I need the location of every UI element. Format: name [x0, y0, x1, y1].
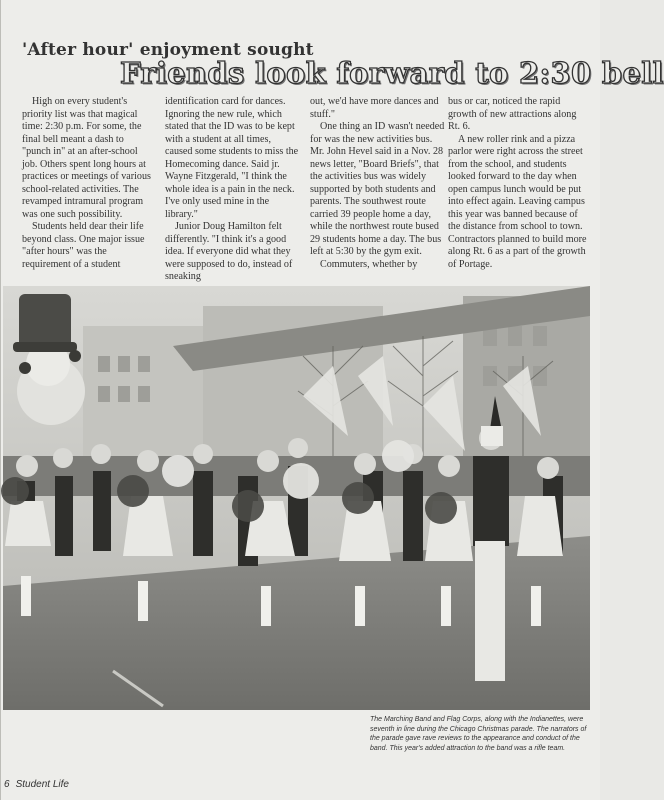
- paragraph: out, we'd have more dances and stuff.": [310, 96, 439, 120]
- page-number: 6: [4, 779, 10, 790]
- article-column-1: [22, 96, 152, 271]
- paragraph: Students held dear their life beyond class. One major issue "after hours" was the requirement of a student: [22, 221, 145, 270]
- paragraph: A new roller rink and a pizza parlor were right across the street from the school, and students looked forward to the day when open campus lunch would be put into effect again. Leaving campus this year was banned because of the distance from school to town. Contractors planned to build more along Rt. 6 as a part of the growth of Portage.: [448, 133, 587, 270]
- paragraph: bus or car, noticed the rapid growth of new attractions along Rt. 6.: [448, 96, 577, 132]
- page-footer: [4, 779, 69, 790]
- main-headline: Friends look forward to 2:30 bell: [120, 56, 664, 90]
- paragraph: One thing an ID wasn't needed for was the new activities bus. Mr. John Hevel said in a Nov. 28 news letter, "Board Briefs", that the activities bus was widely supported by both students and parents. The southwest route carried 39 people home a day, while the northwest route bused 29 students home a day. The bus left at 5:30 by the gym exit.: [310, 121, 445, 257]
- kicker-headline: 'After hour' enjoyment sought: [22, 40, 314, 60]
- paragraph: identification card for dances. Ignoring the new rule, which stated that the ID was to be kept with a student at all times, caused some students to miss the Homecoming dance. Said jr. Wayne Fitzgerald, "I think the whole idea is a pain in the neck. I've only used mine in the library.": [165, 96, 299, 220]
- page-edge: [0, 0, 1, 800]
- parade-photo-illustration: [3, 286, 590, 710]
- paragraph: Junior Doug Hamilton felt differently. "I think it's a good idea. If everyone did what they were supposed to do, instead of sneaking: [165, 221, 293, 282]
- paragraph: Commuters, whether by: [320, 258, 418, 270]
- section-name: Student Life: [15, 779, 69, 790]
- article-column-4: [448, 96, 590, 271]
- article-column-2: [165, 96, 300, 284]
- photo-caption: The Marching Band and Flag Corps, along with the Indianettes, were seventh in line during the Chicago Christmas parade. The narrators of the parade gave rave reviews to the appearance and conduct of the band. This year's added attraction to the band was a rifle team.: [370, 716, 587, 752]
- parade-photo: [3, 286, 590, 710]
- article-column-3: [310, 96, 445, 271]
- paragraph: High on every student's priority list was that magical time: 2:30 p.m. For some, the final bell meant a dash to "punch in" at an after-school job. Others spent long hours at practices or meetings of various school-related activities. The revamped intramural program was one such possibility.: [22, 96, 151, 220]
